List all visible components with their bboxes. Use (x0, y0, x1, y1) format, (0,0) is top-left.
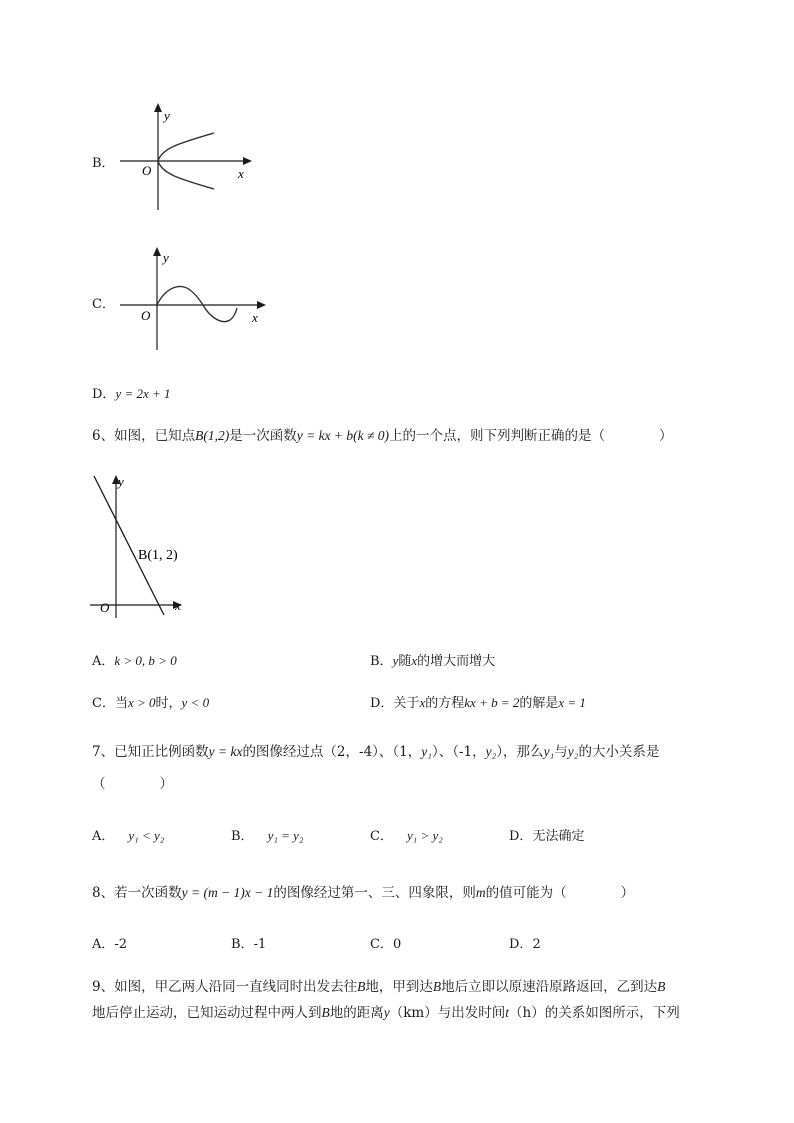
q6-stem-a: 如图，已知点 (114, 428, 196, 444)
option-label: B． (370, 654, 393, 669)
q9-text: 地后立即以原速沿原路返回，乙到达 (441, 979, 658, 995)
q7-text: ）、（-1， (431, 744, 486, 760)
option-label: D． (509, 829, 533, 844)
q9-text: （h）的关系如图所示，下列 (509, 1005, 680, 1021)
origin-label: O (141, 308, 151, 323)
q8-text: 若一次函数 (114, 885, 182, 901)
option-math: y₁ > y₂ (406, 828, 443, 843)
option-d-label: D． (92, 387, 116, 402)
option-label: A． (92, 937, 115, 952)
option-text: 的增大而增大 (417, 654, 496, 669)
q7-y2: y₂ (567, 744, 579, 759)
sine-curve (157, 286, 237, 321)
option-d (92, 383, 171, 402)
q8-option-b (231, 933, 266, 952)
option-value: -2 (114, 937, 128, 952)
q8-text: 的图像经过第一、三、四象限，则 (273, 885, 476, 901)
q6-option-c (92, 692, 209, 711)
q8-option-c (370, 933, 401, 952)
option-text: 无法确定 (532, 829, 585, 844)
q7-number: 7、 (92, 744, 115, 760)
q6-stem (92, 424, 673, 444)
q9-text: 如图，甲乙两人沿同一直线同时出发去往 (114, 979, 358, 995)
q9-place: B (432, 979, 442, 994)
y-axis-label: y (164, 108, 170, 123)
q6-option-a (92, 650, 177, 669)
option-text: 的解是 (519, 696, 559, 711)
option-var: x (419, 695, 426, 710)
q9-text: （km）与出发时间 (389, 1005, 506, 1021)
point-b-label: B(1, 2) (138, 548, 178, 563)
q9-place: B (357, 979, 366, 994)
option-math: y₁ < y₂ (128, 828, 165, 843)
option-value: -1 (253, 937, 267, 952)
option-label: A． (92, 654, 115, 669)
option-text: 关于 (393, 696, 420, 711)
line-graph (94, 476, 164, 615)
option-c-label: C． (92, 297, 115, 312)
q6-stem-c: 上的一个点，则下列判断正确的是（ ） (389, 428, 673, 444)
x-axis-label: x (175, 598, 181, 613)
option-math: kx + b = 2 (464, 695, 520, 710)
option-math: y₁ = y₂ (267, 828, 304, 843)
q9-text: 地，甲到达 (365, 979, 433, 995)
q7-text: ），那么 (496, 744, 544, 760)
option-text: 当 (114, 696, 128, 711)
option-label: C． (92, 696, 115, 711)
option-math: x = 1 (558, 695, 586, 710)
q8-var: m (475, 885, 486, 900)
option-text: 的方程 (425, 696, 465, 711)
option-math: x > 0 (127, 695, 156, 710)
q6-function: y = kx + b(k ≠ 0) (296, 428, 390, 443)
option-label: D． (370, 696, 394, 711)
option-d-formula: y = 2x + 1 (115, 386, 171, 401)
option-b-graph (110, 98, 260, 218)
q9-place: B (657, 979, 666, 994)
option-math: y < 0 (181, 695, 210, 710)
option-var: x (411, 653, 418, 668)
lower-branch (158, 161, 214, 189)
x-arrow-icon (243, 157, 252, 165)
option-label: B． (231, 937, 254, 952)
q7-paren: （ ） (92, 776, 173, 792)
option-text: 随 (398, 654, 412, 669)
q8-stem (92, 881, 634, 901)
q9-line-2 (92, 1001, 680, 1021)
q6-option-d (370, 692, 586, 711)
origin-label: O (100, 600, 110, 615)
x-axis-label: x (238, 166, 244, 181)
option-label: D． (509, 937, 533, 952)
q9-place: B (321, 1005, 330, 1020)
option-c-graph (110, 240, 270, 355)
q6-point: B(1,2) (195, 428, 230, 443)
q7-text: 的大小关系是 (578, 744, 660, 760)
q9-var-y: y (383, 1005, 390, 1020)
q7-option-a (92, 825, 164, 844)
q8-option-d (509, 933, 541, 952)
q7-text: 与 (554, 744, 568, 760)
option-var: y (392, 653, 399, 668)
q8-number: 8、 (92, 885, 115, 901)
q7-y1: y₁ (421, 744, 432, 759)
q9-line-1 (92, 975, 665, 995)
option-value: 0 (392, 937, 402, 952)
q6-number: 6、 (92, 428, 115, 444)
q6-stem-b: 是一次函数 (229, 428, 297, 444)
q7-option-d (509, 825, 584, 844)
y-arrow-icon (154, 103, 162, 112)
q7-text: 已知正比例函数 (114, 744, 209, 760)
q7-option-c (370, 825, 443, 844)
option-label: C． (370, 829, 393, 844)
y-arrow-icon (153, 247, 161, 256)
q6-option-b (370, 650, 495, 669)
q7-y1: y₁ (543, 744, 555, 759)
option-label: A． (92, 829, 115, 844)
q9-number: 9、 (92, 979, 115, 995)
y-axis-label: y (163, 250, 169, 265)
y-axis-label: y (118, 474, 124, 489)
q9-text: 地的距离 (329, 1005, 384, 1021)
option-b-label: B． (92, 156, 115, 171)
q8-function: y = (m − 1)x − 1 (181, 885, 274, 900)
x-arrow-icon (257, 301, 266, 309)
option-value: 2 (532, 937, 541, 952)
q9-var-t: t (505, 1005, 509, 1020)
option-label: C． (370, 937, 393, 952)
q8-option-a (92, 933, 127, 952)
q7-stem (92, 740, 659, 760)
q7-y2: y₂ (485, 744, 497, 759)
option-label: B． (231, 829, 254, 844)
q7-text: 的图像经过点（2，-4）、（1， (242, 744, 422, 760)
q6-graph (88, 468, 198, 623)
upper-branch (158, 133, 214, 161)
q7-function: y = kx (208, 744, 243, 759)
x-axis-label: x (252, 310, 258, 325)
q8-text: 的值可能为（ ） (485, 885, 635, 901)
q9-text: 地后停止运动，已知运动过程中两人到 (92, 1005, 322, 1021)
q7-option-b (231, 825, 303, 844)
option-math: k > 0, b > 0 (114, 653, 177, 668)
origin-label: O (142, 163, 152, 178)
option-text: 时， (155, 696, 182, 711)
